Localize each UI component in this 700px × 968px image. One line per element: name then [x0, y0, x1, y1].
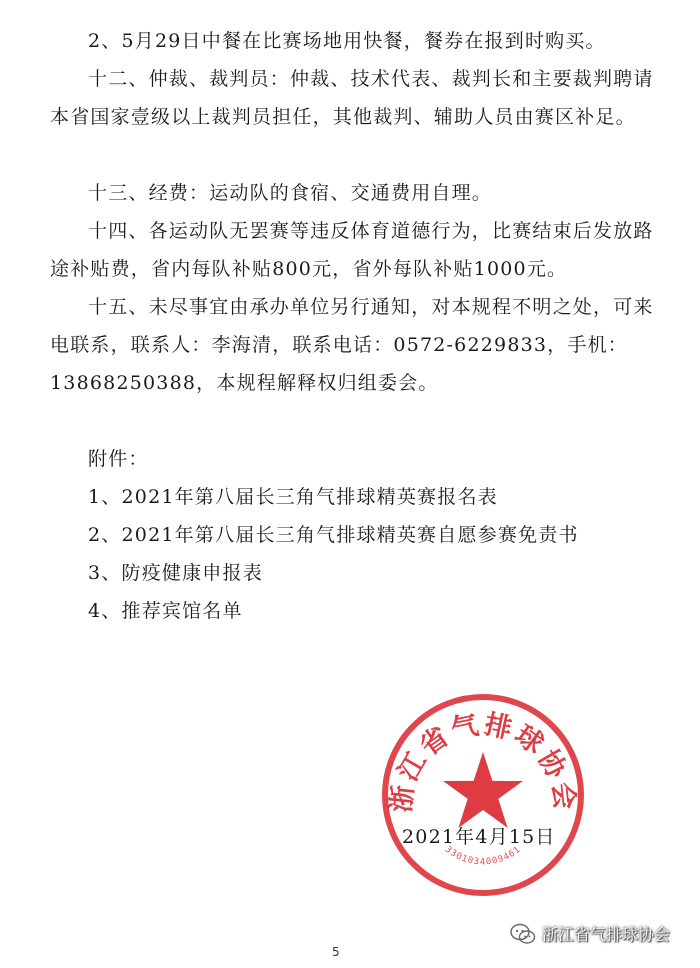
seal-org-name: 浙江省气排球协会 — [385, 709, 581, 814]
paragraph-text: 2、5月29日中餐在比赛场地用快餐，餐券在报到时购买。 — [88, 30, 606, 52]
paragraph-text: 十四、各运动队无罢赛等违反体育道德行为，比赛结束后发放路途补贴费，省内每队补贴800元，省外每队补贴1000元。 — [50, 220, 654, 280]
paragraph-expenses — [50, 174, 660, 212]
paragraph-contact — [50, 288, 660, 402]
attachments-title: 附件： — [88, 448, 149, 470]
attachment-item: 4、推荐宾馆名单 — [88, 600, 243, 622]
official-seal — [378, 690, 588, 900]
seal-serial: 3301034009461 — [442, 844, 524, 868]
attachment-item: 2、2021年第八届长三角气排球精英赛自愿参赛免责书 — [88, 524, 579, 546]
attachment-item: 1、2021年第八届长三角气排球精英赛报名表 — [88, 486, 498, 508]
paragraph-subsidy — [50, 212, 660, 288]
document-date: 2021年4月15日 — [402, 826, 556, 848]
wechat-icon — [510, 923, 536, 945]
attachment-item: 3、防疫健康申报表 — [88, 562, 263, 584]
paragraph-meal — [50, 22, 660, 60]
paragraph-text: 十五、未尽事宜由承办单位另行通知，对本规程不明之处，可来电联系，联系人：李海清，联系电话：0572-6229833，手机：13868250388，本规程解释权归组委会。 — [50, 296, 654, 394]
paragraph-text: 运动队的食宿、交通费用自理。 — [209, 182, 493, 204]
paragraph-text: 十二、仲裁、裁判员：仲裁、技术代表、裁判长和主要裁判聘请本省国家壹级以上裁判员担任，其他裁判、辅助人员由赛区补足。 — [50, 68, 654, 128]
watermark-text: 浙江省气排球协会 — [542, 925, 671, 944]
page-number: 5 — [332, 945, 340, 959]
paragraph-heading: 十三、经费： — [88, 182, 210, 204]
seal-star-icon — [443, 752, 523, 828]
paragraph-referees — [50, 60, 660, 136]
wechat-watermark — [510, 922, 670, 945]
